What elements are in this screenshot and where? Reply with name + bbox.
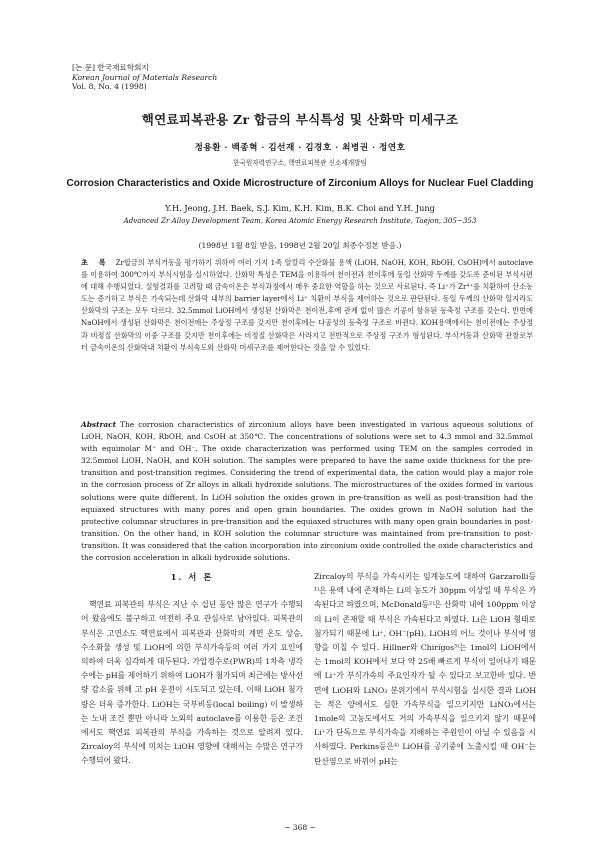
authors-english: Y.H. Jeong, J.H. Baek, S.J. Kim, K.H. Kim, B.K. Choi and Y.H. Jung bbox=[165, 203, 435, 213]
intro-paragraph-left: 핵연료 피복관의 부식은 지난 수 십년 동안 많은 연구가 수행되어 왔음에도 불구하고 여전히 주요 관심사로 남아있다. 피복관의 부식은 고연소도 핵연료에서 피복관과 산화막의 계면 온도 상승, 수소화물 생성 및 LiOH에 의한 부식가속등의 여러 가지 요인에 의하여 더욱 심각하게 대두된다. 가압경수로(PWR)의 1차측 냉각수에는 pH를 제어하기 위하여 LiOH가 첨가되며 최근에는 방사선량 감소를 위해 고 pH 운전이 시도되고 있는데, 이때 LiOH 첨가량은 더욱 증가한다. LiOH는 국부비등(local boiling) 이 발생하는 노내 조건 뿐만 아니라 노외의 autoclave를 이용한 등온 조건에서도 핵연료 피복관의 부식을 가속하는 것으로 알려져 있다. Zircaloy의 부식에 미치는 LiOH 영향에 대해서는 수많은 연구가 수행되어 왔다. bbox=[81, 600, 303, 766]
page-number: − 368 − bbox=[283, 823, 317, 832]
body-column-left bbox=[81, 570, 303, 769]
intro-paragraph-right: Zircaloy의 부식을 가속시키는 임계농도에 대하여 Garzarolli등¹⁾은 용액 내에 존재하는 Li의 농도가 30ppm 이상일 때 부식은 가속된다고 하였으며, McDonald등²⁾은 산화막 내에 100ppm 이상의 Li이 존재할 때 부식은 가속된다고 하였다. Li은 LiOH 형태로 첨가되기 때문에 Li⁺, OH⁻(pH), LiOH의 어느 것이나 부식에 영향을 미칠 수 있다. Hillner와 Chirigos³⁾는 1mol의 LiOH에서는 1mol의 KOH에서 보다 약 25배 빠르게 부식이 일어나기 때문에 Li⁺가 부식가속의 주요인자가 될 수 있다고 보고한바 있다. 반면에 LiOH와 LiNO₃ 분위기에서 부식시험을 실시한 결과 LiOH는 적은 양에서도 심한 가속부식을 일으키지만 LiNO₃에서는 1mole의 고농도에서도 거의 가속부식을 일으키지 않기 때문에 Li⁺가 단독으로 부식가속을 지배하는 주원인이 아닐 수 있음을 시사하였다. Perkins등은⁴⁾ LiOH를 공기중에 노출시킬 때 OH⁻는 탄산염으로 바뀌어 pH는 bbox=[314, 572, 536, 766]
section-title-introduction: 1. 서 론 bbox=[170, 572, 214, 582]
title-english: Corrosion Characteristics and Oxide Microstructure of Zirconium Alloys for Nuclear Fuel Cladding bbox=[66, 178, 534, 189]
body-column-right bbox=[314, 570, 536, 769]
abstract-english-text: The corrosion characteristics of zirconium alloys have been investigated in various aqueous solutions of LiOH, NaOH, KOH, RbOH, and CsOH at 350℃. The concentrations of solutions were set to 4.3 mmol and 32.5mmol with equimolar M⁺ and OH⁻. The oxide characterization was performed using TEM on the samples corroded in 32.5mmol LiOH, NaOH, and KOH solution. The samples were prepared to have the same oxide thickness for the pre-transition and post-transition regimes. Considering the trend of experimental data, the cation would play a major role in the corrosion process of Zr alloys in alkali hydroxide solutions. The microstructures of the oxides formed in various solutions were quite different. In LiOH solution the oxides grown in pre-transition as well as post-transition had the equiaxed structures with many pores and open grain boundaries. The oxides grown in NaOH solution had the protective columnar structures in pre-transition and the equiaxed structures with many open grain boundaries in post-transition. On the other hand, in KOH solution the columnar structure was maintained from pre-transition to post-transition. It was considered that the cation incorporation into zirconium oxide controlled the oxide characteristics and the corrosion acceleration in alkali hydroxide solutions. bbox=[81, 420, 533, 563]
abstract-korean-lead: 초 록 bbox=[81, 258, 110, 267]
journal-name: Korean Journal of Materials Research bbox=[72, 72, 218, 82]
title-korean: 핵연료피복관용 Zr 합금의 부식특성 및 산화막 미세구조 bbox=[141, 112, 459, 127]
abstract-english bbox=[81, 419, 533, 564]
journal-volume: Vol. 8, No. 4 (1998) bbox=[72, 82, 147, 92]
abstract-english-lead: Abstract bbox=[81, 420, 117, 429]
journal-tag: [논 문] 한국재료학회지 bbox=[72, 63, 149, 72]
abstract-korean bbox=[81, 257, 533, 354]
affiliation-english: Advanced Zr Alloy Development Team, Korea Atomic Energy Research Institute, Taejon, 305−353 bbox=[123, 216, 477, 225]
affiliation-korean: 한국원자력연구소, 핵연료피복관 신소재개발팀 bbox=[233, 159, 367, 167]
authors-korean: 정용환 · 백종혁 · 김선재 · 김경호 · 최병권 · 정연호 bbox=[194, 143, 406, 153]
received-dates: (1998년 1월 8일 받음, 1998년 2월 20일 최종수정본 받음.) bbox=[198, 241, 402, 250]
journal-header bbox=[72, 63, 217, 92]
abstract-korean-text: Zr합금의 부식거동을 평가하기 위하여 여러 가지 1족 알칼리 수산화물 용액 (LiOH, NaOH, KOH, RbOH, CsOH)에서 autoclave를 이용하여 300℃까지 부식시험을 실시하였다. 산화막 특성은 TEM을 이용하여 천이전과 천이후에 동일 산화막 두께를 갖도록 준비된 부식시편에 대해 수행되었다. 실험결과를 고려할 때 금속이온은 부식과정에서 매우 중요한 역할을 하는 것으로 사료된다. 즉 Li⁺가 Zr⁴⁺를 치환하여 산소농도는 증가하고 부식은 가속되는데 산화막 내부의 barrier layer에서 Li⁺ 치환이 부식을 제어하는 것으로 판단된다. 동일 두께의 산화막 일지라도 산화막의 구조는 모두 다르다. 32.5mmol LiOH에서 생성된 산화막은 천이전,후에 관계 없이 많은 기공이 함유된 등축정 구조를 갖는다. 반면에 NaOH에서 생성된 산화막은 천이전에는 주상정 구조를 갖지만 천이후에는 다공성의 등축정 구조로 바뀐다. KOH용액에서는 천이전에는 주상정과 비정질 산화막의 이중 구조를 갖지만 천이후에는 비정질 산화막은 사라지고 전반적으로 주상정 구조가 형성된다. 부식거동과 산화막 관찰로부터 금속이온의 산화막내 치환이 부식속도와 산화막 미세구조를 제어한다는 것을 알 수 있었다. bbox=[81, 258, 533, 352]
